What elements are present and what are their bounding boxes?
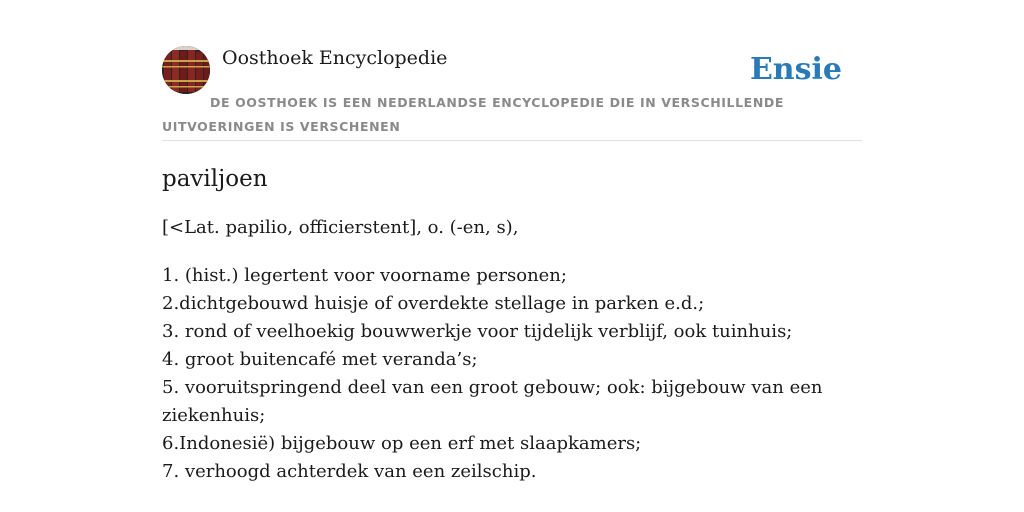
site-header — [162, 46, 862, 141]
sense-item: 6.Indonesië) bijgebouw op een erf met slaapkamers; — [162, 433, 642, 454]
sense-item: 4. groot buitencafé met veranda’s; — [162, 349, 478, 370]
site-tagline: DE OOSTHOEK IS EEN NEDERLANDSE ENCYCLOPEDIE DIE IN VERSCHILLENDE UITVOERINGEN IS VERSCHENEN — [162, 95, 784, 134]
entry-senses — [162, 262, 862, 486]
sense-item: 2.dichtgebouwd huisje of overdekte stellage in parken e.d.; — [162, 293, 705, 314]
sense-item: 5. vooruitspringend deel van een groot gebouw; ook: bijgebouw van een ziekenhuis; — [162, 377, 823, 426]
encyclopedia-books-icon[interactable] — [162, 46, 210, 94]
entry-etymology: [<Lat. papilio, officierstent], o. (-en, s), — [162, 217, 519, 238]
sense-item: 3. rond of veelhoekig bouwwerkje voor tijdelijk verblijf, ook tuinhuis; — [162, 321, 793, 342]
brand-logo-link[interactable]: Ensie — [749, 52, 842, 87]
entry-content — [162, 164, 862, 486]
entry-headword: paviljoen — [162, 166, 268, 192]
site-title[interactable]: Oosthoek Encyclopedie — [222, 47, 448, 69]
sense-item: 7. verhoogd achterdek van een zeilschip. — [162, 461, 537, 482]
sense-item: 1. (hist.) legertent voor voorname personen; — [162, 265, 567, 286]
